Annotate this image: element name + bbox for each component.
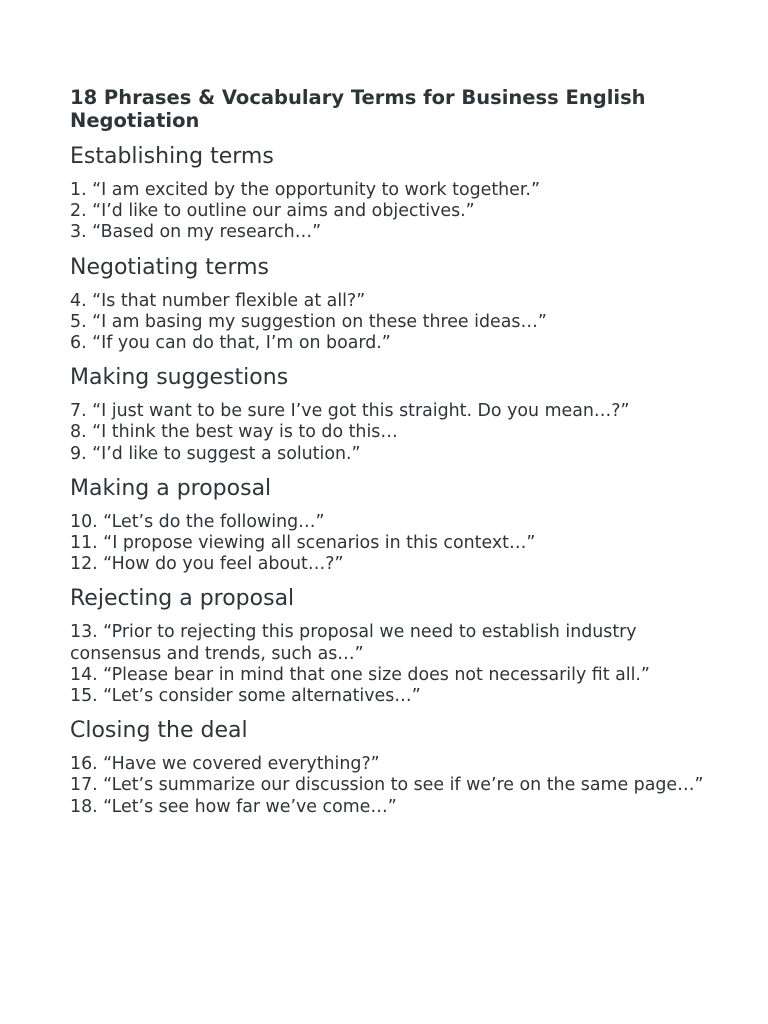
phrase-list xyxy=(70,401,710,465)
phrase-list xyxy=(70,180,710,244)
phrase-list xyxy=(70,291,710,355)
phrase-item: 16. “Have we covered everything?” xyxy=(70,754,380,775)
section-heading: Making a proposal xyxy=(70,475,272,501)
section-negotiating-terms xyxy=(70,255,710,355)
phrase-item: 11. “I propose viewing all scenarios in this context…” xyxy=(70,533,536,554)
section-making-suggestions xyxy=(70,365,710,465)
phrase-item: 13. “Prior to rejecting this proposal we need to establish industry consensus and trends, such as…” xyxy=(70,622,637,664)
section-heading: Negotiating terms xyxy=(70,254,269,280)
phrase-list xyxy=(70,754,710,818)
phrase-item: 14. “Please bear in mind that one size does not necessarily fit all.” xyxy=(70,664,650,685)
section-closing-the-deal xyxy=(70,718,710,818)
phrase-item: 10. “Let’s do the following…” xyxy=(70,511,325,532)
phrase-item: 3. “Based on my research…” xyxy=(70,222,322,243)
phrase-list xyxy=(70,622,710,707)
section-establishing-terms xyxy=(70,144,710,244)
section-heading: Rejecting a proposal xyxy=(70,586,295,612)
phrase-item: 2. “I’d like to outline our aims and objectives.” xyxy=(70,201,475,222)
document-page xyxy=(70,86,710,829)
document-title: 18 Phrases & Vocabulary Terms for Business English Negotiation xyxy=(70,86,646,132)
section-rejecting-a-proposal xyxy=(70,586,710,707)
phrase-item: 5. “I am basing my suggestion on these three ideas…” xyxy=(70,311,547,332)
phrase-item: 18. “Let’s see how far we’ve come…” xyxy=(70,796,397,817)
phrase-item: 4. “Is that number flexible at all?” xyxy=(70,290,366,311)
section-heading: Establishing terms xyxy=(70,144,274,169)
phrase-item: 6. “If you can do that, I’m on board.” xyxy=(70,333,391,354)
phrase-item: 8. “I think the best way is to do this… xyxy=(70,422,398,443)
section-making-a-proposal xyxy=(70,476,710,576)
phrase-item: 7. “I just want to be sure I’ve got this straight. Do you mean…?” xyxy=(70,401,630,422)
section-heading: Making suggestions xyxy=(70,365,289,391)
phrase-item: 12. “How do you feel about…?” xyxy=(70,554,344,575)
phrase-item: 1. “I am excited by the opportunity to work together.” xyxy=(70,180,540,200)
phrase-item: 15. “Let’s consider some alternatives…” xyxy=(70,686,421,707)
section-heading: Closing the deal xyxy=(70,718,248,744)
phrase-item: 9. “I’d like to suggest a solution.” xyxy=(70,443,361,464)
phrase-list xyxy=(70,512,710,576)
phrase-item: 17. “Let’s summarize our discussion to see if we’re on the same page…” xyxy=(70,775,704,796)
